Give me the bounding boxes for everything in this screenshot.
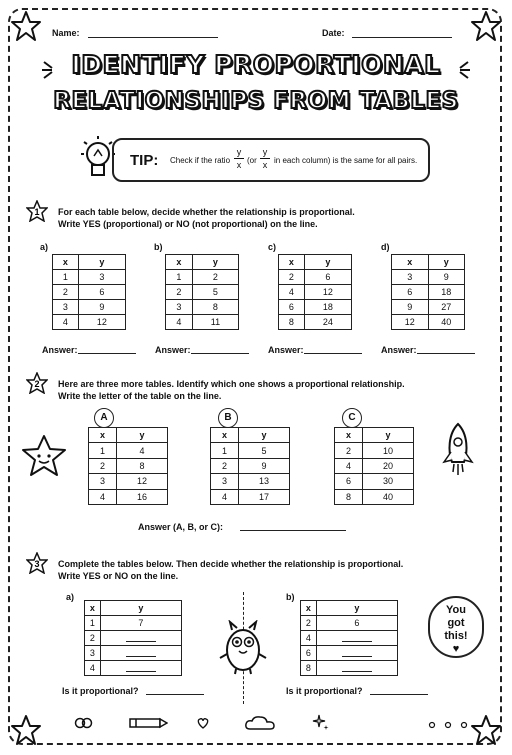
cell: 4	[211, 489, 239, 504]
lightbulb-icon	[80, 134, 116, 186]
cell: 6	[304, 270, 351, 285]
heart-outline-icon	[196, 716, 210, 730]
monster-mascot-icon	[218, 620, 268, 676]
column-header-x: x	[211, 428, 239, 443]
tip-frac-num: y	[236, 147, 242, 157]
bubble-text: got	[447, 617, 465, 629]
cell: 8	[279, 315, 305, 330]
cell: 8	[335, 489, 363, 504]
tip-frac-den: x	[234, 158, 244, 171]
q2-answer-line[interactable]	[240, 530, 346, 531]
q1-instruction-1: For each table below, decide whether the relationship is proportional.	[58, 207, 355, 217]
cell: 40	[428, 315, 465, 330]
table-letter-badge: B	[218, 408, 238, 428]
column-header-y: y	[362, 428, 413, 443]
tip-fraction-2	[260, 146, 270, 171]
column-header-x: x	[335, 428, 363, 443]
blank-line	[342, 662, 372, 672]
table-label: c)	[268, 242, 277, 252]
q3-instruction-2: Write YES or NO on the line.	[58, 571, 179, 581]
cell: 3	[53, 300, 79, 315]
title-line2: RELATIONSHIPS FROM TABLES	[53, 88, 459, 114]
cell: 9	[78, 300, 125, 315]
q2-table-b	[210, 427, 290, 505]
answer-label: Answer:	[42, 345, 78, 355]
cell: 10	[362, 443, 413, 458]
blank-line	[126, 647, 156, 657]
question-number-star-icon	[26, 552, 48, 574]
column-header-x: x	[279, 255, 305, 270]
fill-in-cell[interactable]	[316, 631, 397, 646]
cell: 20	[362, 458, 413, 473]
tip-box	[112, 138, 430, 182]
q2-instruction-1: Here are three more tables. Identify which one shows a proportional relationship.	[58, 379, 405, 389]
cell: 2	[192, 270, 238, 285]
fill-in-cell[interactable]	[316, 646, 397, 661]
cell: 4	[335, 458, 363, 473]
table-label: b)	[154, 242, 163, 252]
sparkle-icon	[312, 714, 330, 732]
table-letter-badge: A	[94, 408, 114, 428]
q3-answer-line-b[interactable]	[370, 694, 428, 695]
cell: 1	[89, 443, 117, 458]
tip-text-pre: Check if the ratio	[170, 156, 231, 165]
cell: 8	[192, 300, 238, 315]
cell: 6	[301, 646, 317, 661]
sparkle-icon	[444, 58, 472, 80]
cell: 3	[85, 646, 101, 661]
q3-table-a	[84, 600, 182, 676]
q3-table-b	[300, 600, 398, 676]
cell: 3	[211, 474, 239, 489]
answer-label: Answer:	[268, 345, 304, 355]
cell: 2	[301, 616, 317, 631]
fill-in-cell[interactable]	[100, 661, 181, 676]
q3-number: 3	[34, 559, 40, 569]
cell: 12	[78, 315, 125, 330]
column-header-y: y	[116, 428, 167, 443]
answer-label: Answer:	[381, 345, 417, 355]
cell: 16	[116, 489, 167, 504]
cell: 4	[301, 631, 317, 646]
column-header-x: x	[392, 255, 429, 270]
q1-table-c	[278, 254, 352, 330]
table-label: a)	[66, 592, 75, 602]
cell: 4	[116, 443, 167, 458]
cell: 17	[238, 489, 289, 504]
cell: 3	[166, 300, 193, 315]
column-header-x: x	[85, 601, 101, 616]
tip-frac-den-2: x	[260, 158, 270, 171]
name-label: Name:	[52, 28, 80, 38]
q2-answer-label: Answer (A, B, or C):	[138, 522, 224, 532]
bubble-text: You	[446, 604, 466, 616]
blank-line	[342, 632, 372, 642]
cell: 5	[192, 285, 238, 300]
cell: 2	[335, 443, 363, 458]
cell: 3	[89, 474, 117, 489]
cell: 9	[392, 300, 429, 315]
fill-in-cell[interactable]	[100, 646, 181, 661]
cell: 6	[392, 285, 429, 300]
cell: 11	[192, 315, 238, 330]
name-line[interactable]	[88, 37, 218, 38]
question-number-star-icon	[26, 200, 48, 222]
q2-instruction-2: Write the letter of the table on the line.	[58, 391, 222, 401]
answer-line-a[interactable]	[78, 353, 136, 354]
title-line1: IDENTIFY PROPORTIONAL	[71, 50, 441, 79]
rings-icon	[74, 716, 94, 730]
cell: 8	[301, 661, 317, 676]
column-header-y: y	[100, 601, 181, 616]
cell: 4	[53, 315, 79, 330]
cell: 18	[428, 285, 465, 300]
cell: 2	[279, 270, 305, 285]
tip-label: TIP:	[130, 152, 159, 169]
cell: 1	[85, 616, 101, 631]
cell: 3	[78, 270, 125, 285]
cell: 6	[335, 474, 363, 489]
cell: 13	[238, 474, 289, 489]
column-header-x: x	[53, 255, 79, 270]
table-label: a)	[40, 242, 49, 252]
cell: 6	[316, 616, 397, 631]
answer-line-b[interactable]	[191, 353, 249, 354]
answer-label: Answer:	[155, 345, 191, 355]
cell: 1	[53, 270, 79, 285]
q1-table-d	[391, 254, 465, 330]
tip-fraction	[234, 146, 244, 171]
speech-bubble	[428, 596, 484, 658]
cell: 2	[89, 458, 117, 473]
date-label: Date:	[322, 28, 345, 38]
cell: 1	[166, 270, 193, 285]
q1-number: 1	[34, 207, 40, 217]
cell: 7	[100, 616, 181, 631]
blank-line	[342, 647, 372, 657]
table-letter-badge: C	[342, 408, 362, 428]
date-line[interactable]	[352, 37, 452, 38]
q3-answer-line-a[interactable]	[146, 694, 204, 695]
q1-table-a	[52, 254, 126, 330]
cell: 12	[392, 315, 429, 330]
answer-line-d[interactable]	[417, 353, 475, 354]
column-header-y: y	[192, 255, 238, 270]
cell: 40	[362, 489, 413, 504]
cell: 1	[211, 443, 239, 458]
column-header-x: x	[89, 428, 117, 443]
cell: 8	[116, 458, 167, 473]
cell: 12	[304, 285, 351, 300]
q3-question-label: Is it proportional?	[286, 686, 363, 696]
star-icon	[470, 714, 502, 746]
question-number-star-icon	[26, 372, 48, 394]
cell: 9	[428, 270, 465, 285]
cell: 6	[78, 285, 125, 300]
cell: 4	[85, 661, 101, 676]
star-icon	[470, 10, 502, 42]
cell: 4	[166, 315, 193, 330]
bubble-text: this!	[444, 630, 468, 642]
cell: 6	[279, 300, 305, 315]
heart-icon: ♥	[452, 643, 460, 655]
table-label: b)	[286, 592, 295, 602]
cell: 2	[211, 458, 239, 473]
cell: 2	[85, 631, 101, 646]
column-header-y: y	[304, 255, 351, 270]
cell: 27	[428, 300, 465, 315]
cell: 9	[238, 458, 289, 473]
q3-question-label: Is it proportional?	[62, 686, 139, 696]
cell: 4	[279, 285, 305, 300]
cell: 18	[304, 300, 351, 315]
tip-text-mid: (or	[247, 156, 257, 165]
q2-number: 2	[34, 379, 40, 389]
column-header-y: y	[428, 255, 465, 270]
fill-in-cell[interactable]	[316, 661, 397, 676]
column-header-y: y	[78, 255, 125, 270]
cell: 2	[166, 285, 193, 300]
star-icon	[10, 714, 42, 746]
answer-line-c[interactable]	[304, 353, 362, 354]
cell: 4	[89, 489, 117, 504]
q1-table-b	[165, 254, 239, 330]
cell: 30	[362, 474, 413, 489]
pencil-icon	[124, 716, 168, 730]
q2-table-c	[334, 427, 414, 505]
q1-instruction-2: Write YES (proportional) or NO (not proportional) on the line.	[58, 219, 318, 229]
cell: 3	[392, 270, 429, 285]
tip-frac-num-2: y	[262, 147, 268, 157]
q2-table-a	[88, 427, 168, 505]
table-label: d)	[381, 242, 390, 252]
blank-line	[126, 662, 156, 672]
rocket-icon	[440, 422, 476, 478]
fill-in-cell[interactable]	[100, 631, 181, 646]
cell: 2	[53, 285, 79, 300]
smiling-star-icon	[20, 434, 68, 478]
q3-instruction-1: Complete the tables below. Then decide whether the relationship is proportional.	[58, 559, 404, 569]
column-header-y: y	[316, 601, 397, 616]
cell: 12	[116, 474, 167, 489]
tip-text-post: in each column) is the same for all pairs.	[274, 156, 418, 165]
cloud-icon	[244, 714, 276, 732]
cell: 5	[238, 443, 289, 458]
star-icon	[10, 10, 42, 42]
column-header-y: y	[238, 428, 289, 443]
blank-line	[126, 632, 156, 642]
column-header-x: x	[166, 255, 193, 270]
column-header-x: x	[301, 601, 317, 616]
cell: 24	[304, 315, 351, 330]
dots-decoration-icon	[428, 720, 468, 730]
sparkle-icon	[40, 58, 68, 80]
